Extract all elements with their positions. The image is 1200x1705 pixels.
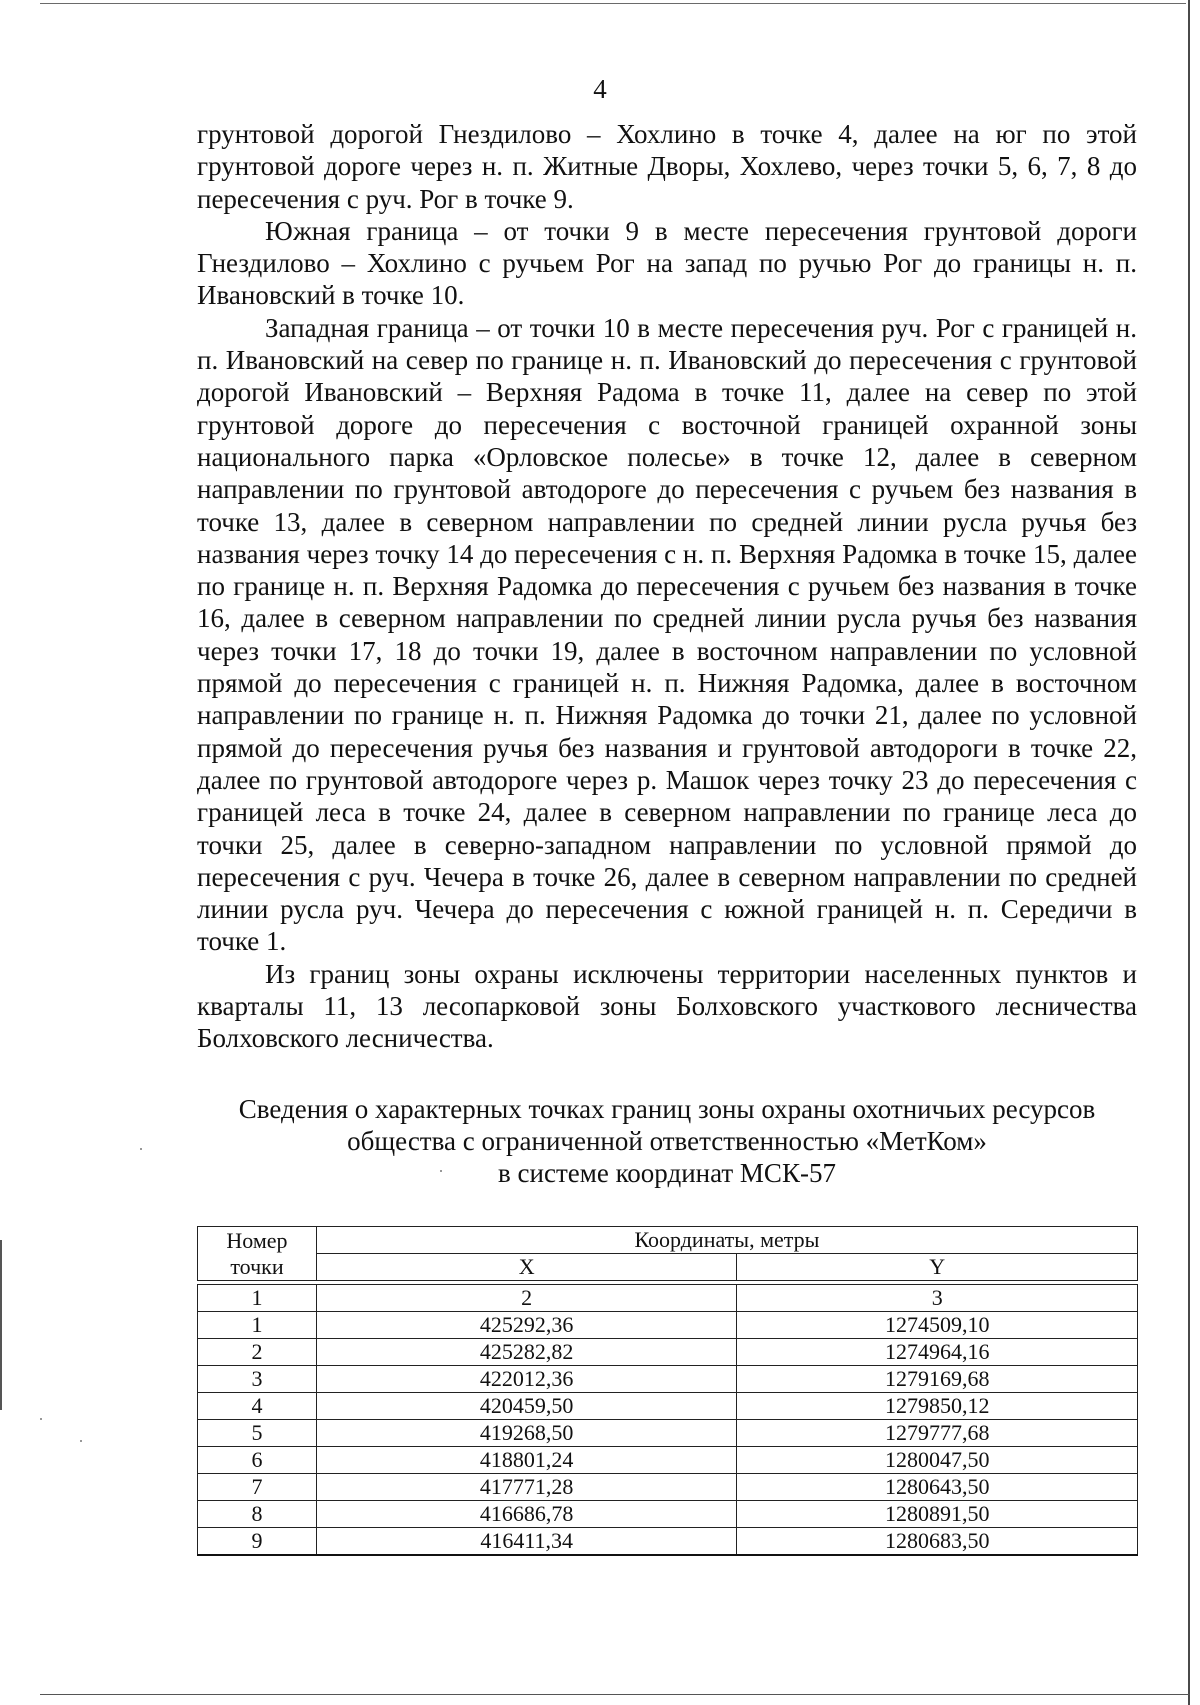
header-y: Y: [737, 1254, 1138, 1281]
table-caption-line: Сведения о характерных точках границ зоны охраны охотничьих ресурсов: [238, 1094, 1096, 1124]
body-text: [197, 118, 1137, 1055]
cell-point: 7: [198, 1474, 317, 1501]
table-caption: [197, 1093, 1137, 1189]
scan-edge-right: [1188, 0, 1190, 1705]
coordinates-table: [197, 1226, 1138, 1556]
cell-x: 425292,36: [316, 1312, 737, 1339]
cell-y: 1274509,10: [737, 1312, 1138, 1339]
paragraph-south-border: Южная граница – от точки 9 в месте пересечения грунтовой дороги Гнездилово – Хохлино с ручьем Рог на запад по ручью Рог до границы н. п. Ивановский в точке 10.: [197, 215, 1137, 311]
scan-speck: [140, 1148, 142, 1150]
cell-y: 1279850,12: [737, 1393, 1138, 1420]
cell-x: 420459,50: [316, 1393, 737, 1420]
header-x: X: [316, 1254, 737, 1281]
cell-x: 417771,28: [316, 1474, 737, 1501]
cell-point: 1: [198, 1312, 317, 1339]
column-number-row: [198, 1285, 1138, 1312]
table-row: [198, 1339, 1138, 1366]
cell-y: 1274964,16: [737, 1339, 1138, 1366]
table-row: [198, 1420, 1138, 1447]
cell-y: 1280643,50: [737, 1474, 1138, 1501]
cell-point: 5: [198, 1420, 317, 1447]
cell-x: 416686,78: [316, 1501, 737, 1528]
paragraph-exclusions: Из границ зоны охраны исключены территории населенных пунктов и кварталы 11, 13 лесопарковой зоны Болховского участкового лесничества Болховского лесничества.: [197, 958, 1137, 1054]
cell-y: 1279169,68: [737, 1366, 1138, 1393]
header-point-number: Номер точки: [198, 1227, 317, 1281]
page-number: 4: [593, 74, 607, 104]
scan-edge-bottom: [40, 1694, 1190, 1695]
column-number: 2: [316, 1285, 737, 1312]
paragraph-continuation: грунтовой дорогой Гнездилово – Хохлино в точке 4, далее на юг по этой грунтовой дороге через н. п. Житные Дворы, Хохлево, через точки 5, 6, 7, 8 до пересечения с руч. Рог в точке 9.: [197, 119, 1137, 214]
cell-point: 2: [198, 1339, 317, 1366]
cell-x: 416411,34: [316, 1528, 737, 1556]
cell-x: 418801,24: [316, 1447, 737, 1474]
column-number: 1: [198, 1285, 317, 1312]
table-header-row: [198, 1227, 1138, 1254]
cell-x: 419268,50: [316, 1420, 737, 1447]
scan-edge-top: [40, 3, 1186, 4]
table-row: [198, 1501, 1138, 1528]
cell-x: 422012,36: [316, 1366, 737, 1393]
table-row: [198, 1447, 1138, 1474]
cell-point: 8: [198, 1501, 317, 1528]
table-row: [198, 1474, 1138, 1501]
cell-point: 4: [198, 1393, 317, 1420]
scan-speck: [40, 1418, 42, 1420]
table-caption-line: общества с ограниченной ответственностью «МетКом»: [347, 1126, 987, 1156]
cell-y: 1280047,50: [737, 1447, 1138, 1474]
cell-y: 1280891,50: [737, 1501, 1138, 1528]
table-row: [198, 1393, 1138, 1420]
cell-point: 9: [198, 1528, 317, 1556]
cell-point: 3: [198, 1366, 317, 1393]
cell-y: 1279777,68: [737, 1420, 1138, 1447]
table-caption-line: в системе координат МСК-57: [498, 1158, 836, 1188]
scan-edge-left: [0, 1240, 2, 1410]
column-number: 3: [737, 1285, 1138, 1312]
table-row: [198, 1528, 1138, 1556]
table-row: [198, 1312, 1138, 1339]
cell-x: 425282,82: [316, 1339, 737, 1366]
cell-point: 6: [198, 1447, 317, 1474]
table-header-row: [198, 1254, 1138, 1281]
scan-speck: [80, 1440, 82, 1442]
header-coordinates: Координаты, метры: [316, 1227, 1137, 1254]
table-row: [198, 1366, 1138, 1393]
paragraph-west-border: Западная граница – от точки 10 в месте пересечения руч. Рог с границей н. п. Ивановский на север по границе н. п. Ивановский до пересечения с грунтовой дорогой Ивановский – Верхняя Радома в точке 11, далее на север по этой грунтовой дороге до пересечения с восточной границей охранной зоны национального парка «Орловское полесье» в точке 12, далее в северном направлении по грунтовой автодороге до пересечения с ручьем без названия в точке 13, далее в северном направлении по средней линии русла ручья без названия через точку 14 до пересечения с н. п. Верхняя Радомка в точке 15, далее по границе н. п. Верхняя Радомка до пересечения с ручьем без названия в точке 16, далее в северном направлении по средней линии русла ручья без названия через точки 17, 18 до точки 19, далее в восточном направлении по условной прямой до пересечения с границей н. п. Нижняя Радомка, далее в восточном направлении по границе н. п. Нижняя Радомка до точки 21, далее по условной прямой до пересечения ручья без названия и грунтовой автодороги в точке 22, далее по грунтовой автодороге через р. Машок через точку 23 до пересечения с границей леса в точке 24, далее в северном направлении по границе леса до точки 25, далее в северно-западном направлении по условной прямой до пересечения с руч. Чечера в точке 26, далее в северном направлении по средней линии русла руч. Чечера до пересечения с южной границей н. п. Середичи в точке 1.: [197, 312, 1137, 957]
cell-y: 1280683,50: [737, 1528, 1138, 1556]
